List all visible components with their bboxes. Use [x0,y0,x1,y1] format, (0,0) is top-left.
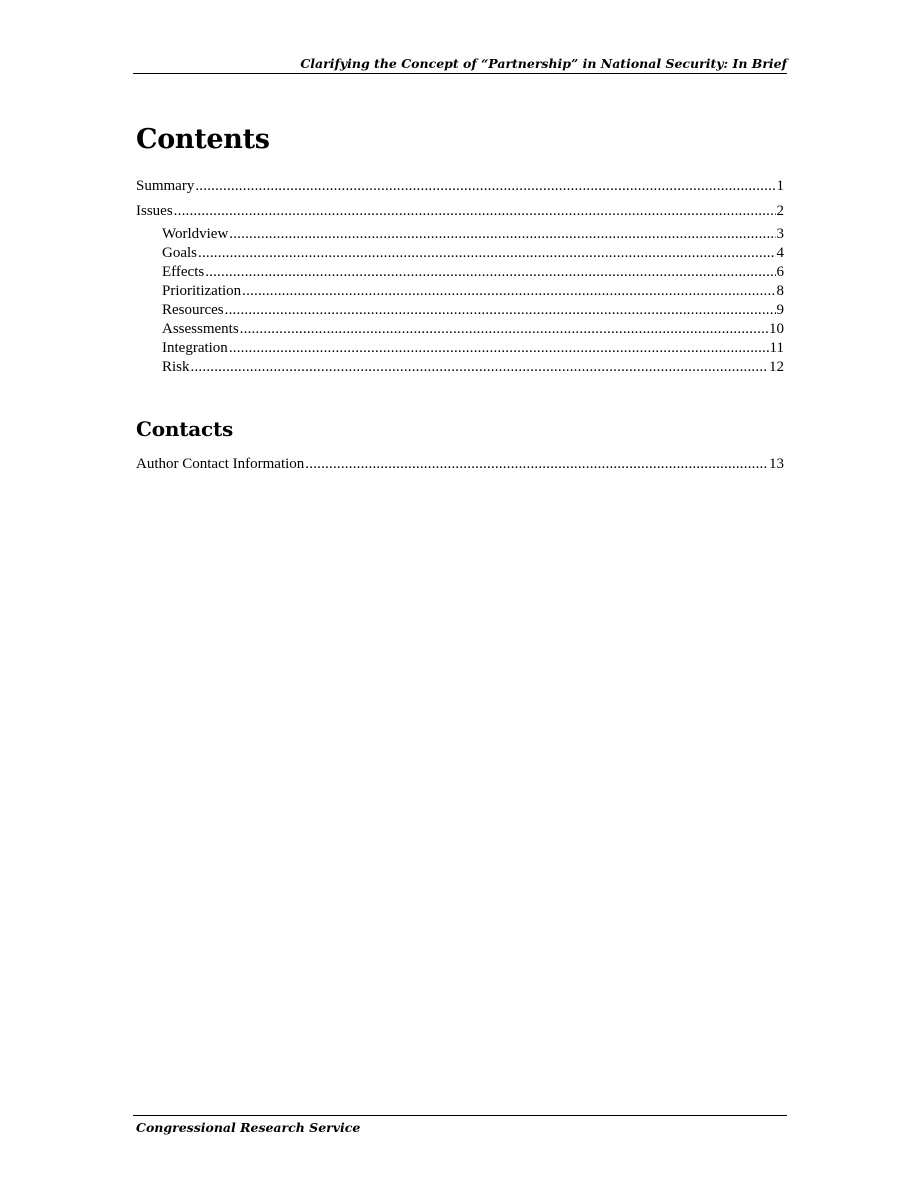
toc-entry-summary[interactable] [136,177,784,196]
toc-entry-label: Resources [162,302,224,318]
toc-entry-page: 4 [776,245,784,261]
toc-entry-worldview[interactable] [162,225,784,244]
toc-entry-label: Integration [162,340,228,356]
toc-entry-label: Goals [162,245,197,261]
toc-dot-leader [191,358,768,377]
running-header: Clarifying the Concept of “Partnership” in National Security: In Brief [133,55,787,74]
toc-dot-leader [225,301,776,320]
toc-entry-author-contact-information[interactable] [136,455,784,474]
contents-heading: Contents [136,124,270,155]
toc-entry-label: Issues [136,203,173,219]
toc-dot-leader [205,263,775,282]
toc-entry-page: 9 [776,302,784,318]
running-footer: Congressional Research Service [133,1115,787,1141]
toc-dot-leader [229,225,775,244]
toc-dot-leader [174,202,776,221]
toc-entry-resources[interactable] [162,301,784,320]
toc-dot-leader [305,455,768,474]
toc-entry-page: 13 [769,456,784,472]
toc-entry-risk[interactable] [162,358,784,377]
toc-dot-leader [240,320,768,339]
toc-entry-page: 1 [776,178,784,194]
toc-entry-page: 2 [776,203,784,219]
toc-entry-page: 3 [776,226,784,242]
toc-entry-prioritization[interactable] [162,282,784,301]
toc-entry-label: Assessments [162,321,239,337]
toc-entry-label: Risk [162,359,190,375]
toc-entry-page: 6 [776,264,784,280]
toc-entry-page: 12 [769,359,784,375]
toc-entry-label: Worldview [162,226,229,242]
toc-entry-label: Effects [162,264,205,280]
toc-entry-assessments[interactable] [162,320,784,339]
toc-entry-label: Prioritization [162,283,242,299]
toc-dot-leader [198,244,776,263]
toc-entry-issues[interactable] [136,202,784,221]
toc-dot-leader [229,339,769,358]
toc-entry-label: Summary [136,178,195,194]
toc-entry-page: 11 [769,340,784,356]
toc-dot-leader [195,177,775,196]
toc-entry-effects[interactable] [162,263,784,282]
toc-entry-page: 10 [769,321,784,337]
toc-entry-page: 8 [776,283,784,299]
contacts-heading: Contacts [136,417,234,441]
toc-entry-label: Author Contact Information [136,456,305,472]
toc-entry-goals[interactable] [162,244,784,263]
toc-entry-integration[interactable] [162,339,784,358]
toc-dot-leader [242,282,775,301]
